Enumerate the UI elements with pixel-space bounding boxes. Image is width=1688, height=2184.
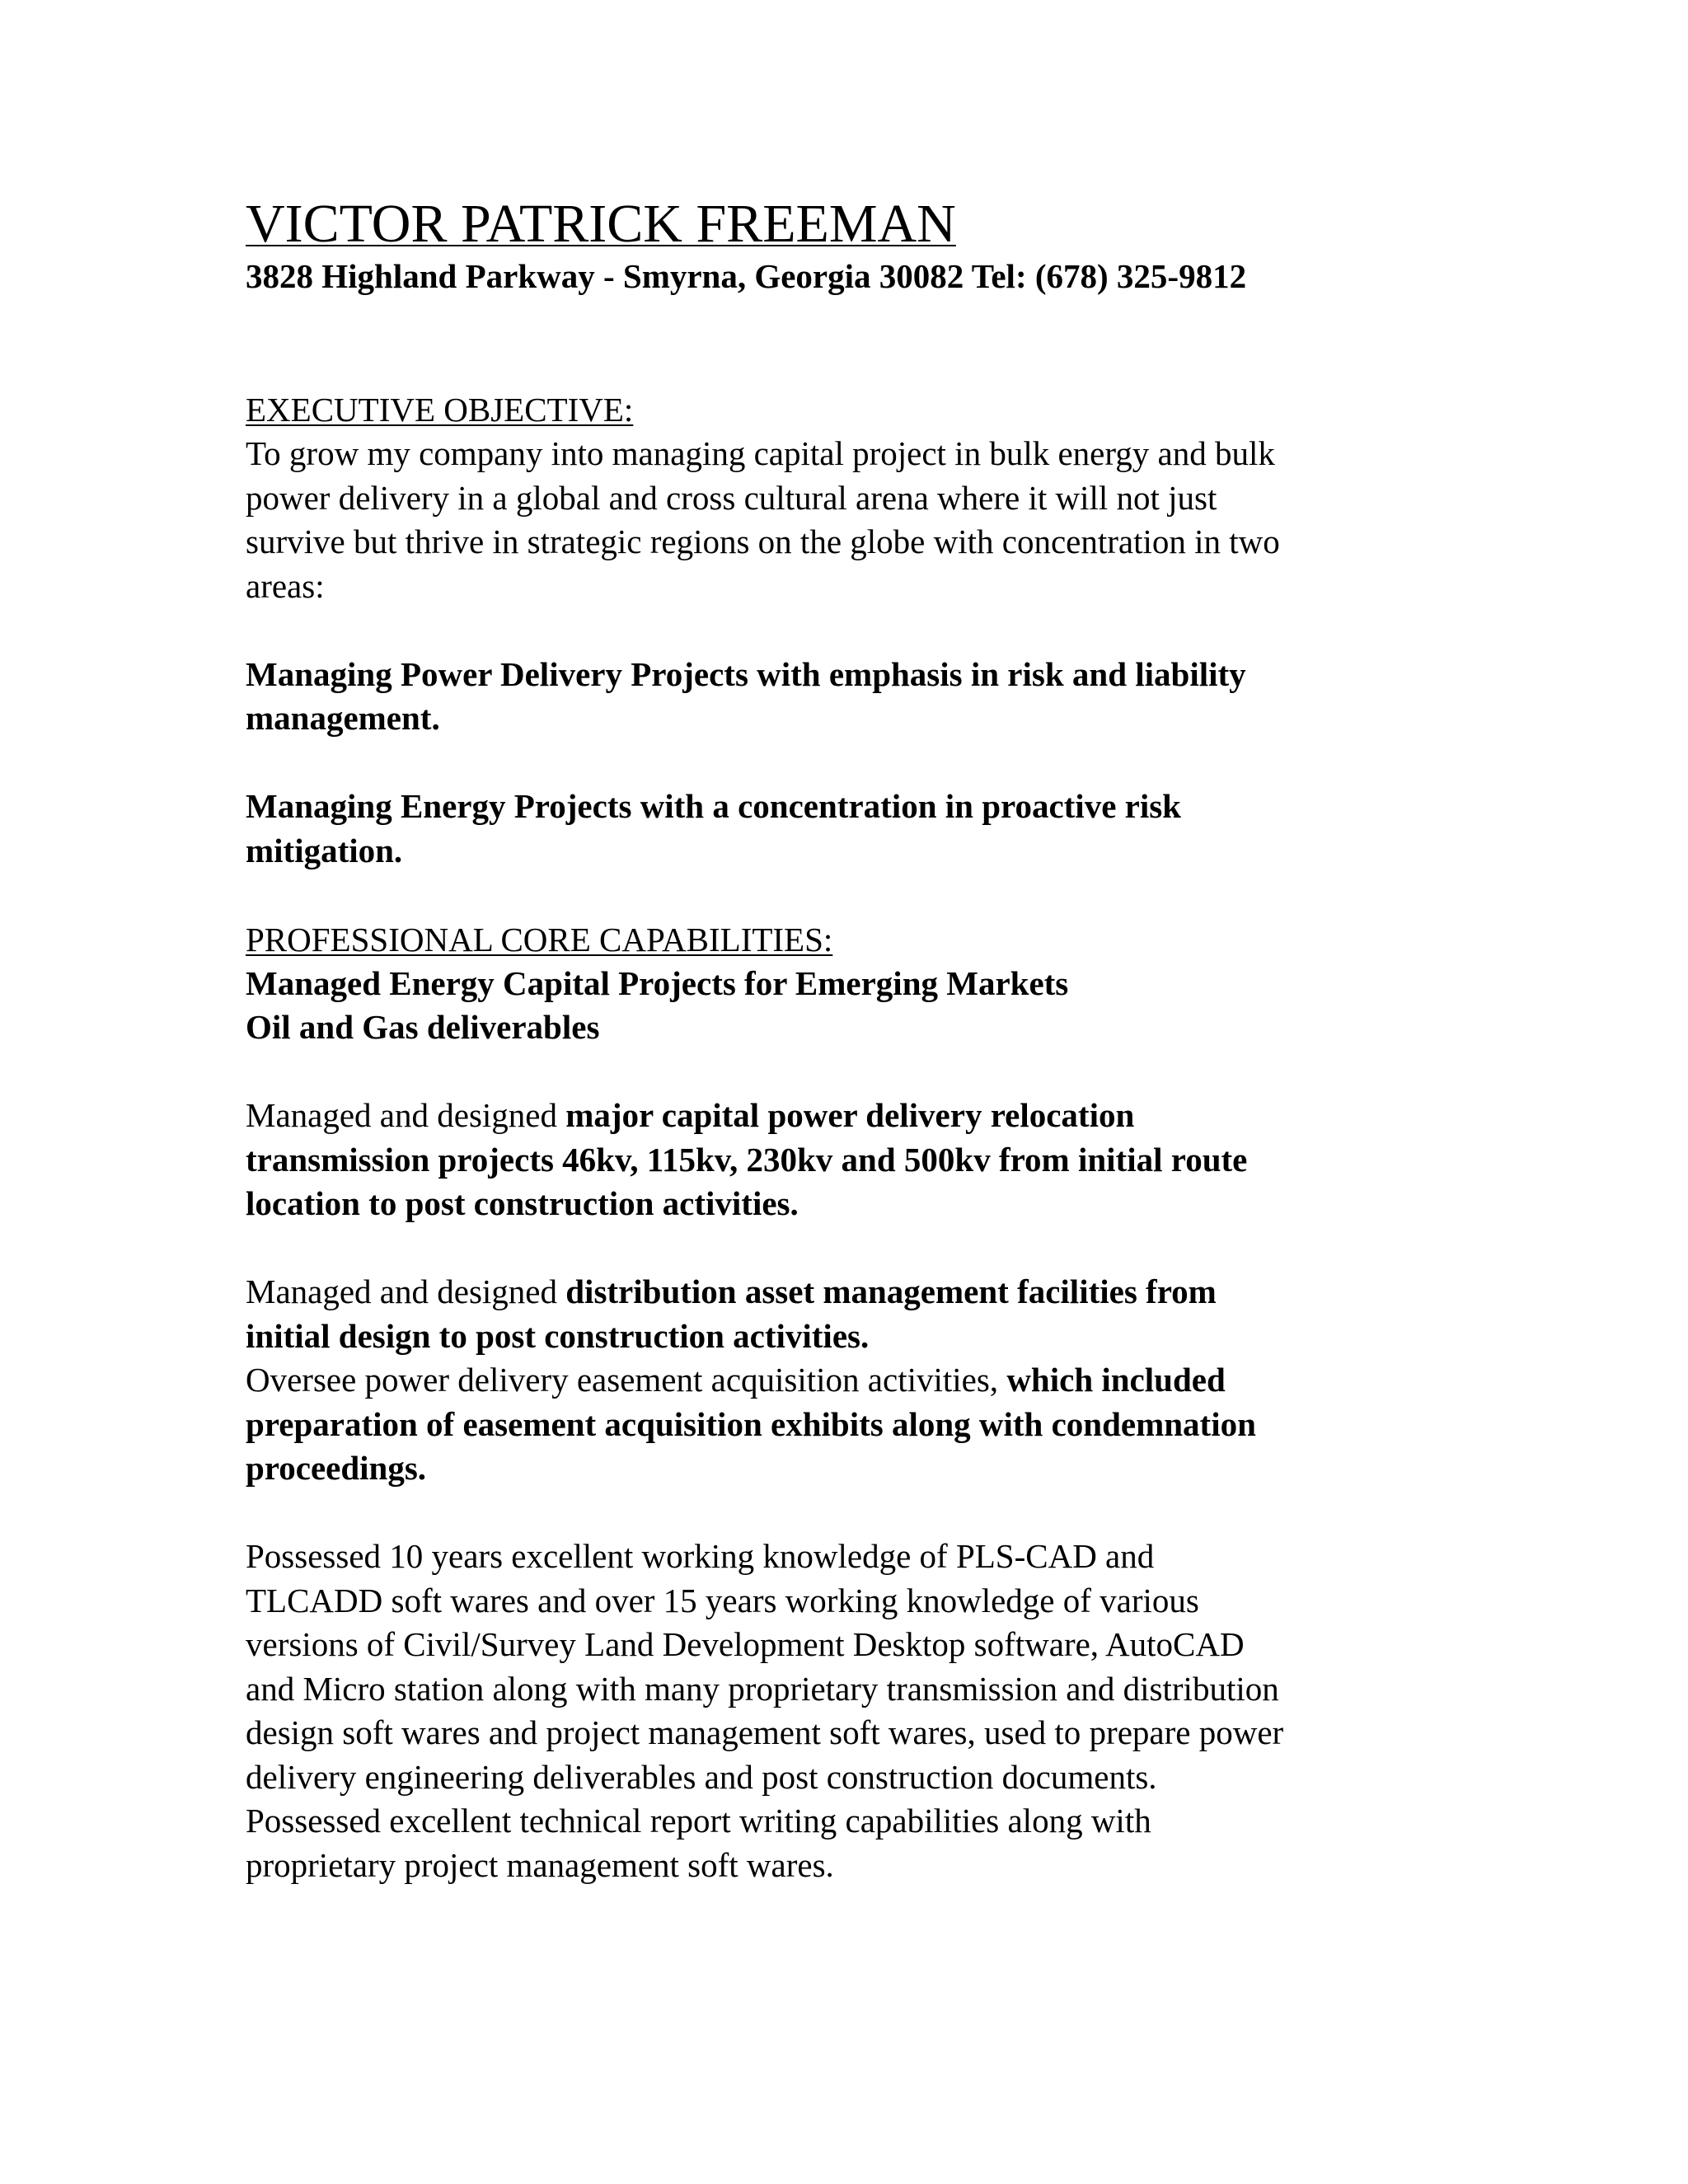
bold-text: preparation of easement acquisition exhibits along with condemnation	[246, 1404, 1256, 1443]
paragraph-line: and Micro station along with many proprietary transmission and distribution	[246, 1669, 1279, 1708]
area-line: mitigation.	[246, 831, 403, 869]
objective-area-energy	[246, 785, 1441, 873]
paragraph-line: delivery engineering deliverables and post construction documents.	[246, 1757, 1157, 1796]
paragraph-line: TLCADD soft wares and over 15 years working knowledge of various	[246, 1581, 1199, 1619]
paragraph-line	[246, 1358, 1441, 1403]
paragraph-line	[246, 1270, 1441, 1315]
capabilities-subheads	[246, 962, 1441, 1050]
objective-line: power delivery in a global and cross cultural arena where it will not just	[246, 478, 1217, 517]
objective-heading: EXECUTIVE OBJECTIVE:	[246, 391, 634, 429]
objective-paragraph	[246, 432, 1441, 608]
objective-line: survive but thrive in strategic regions on the globe with concentration in two	[246, 523, 1280, 560]
objective-area-power-delivery	[246, 653, 1441, 741]
area-line: management.	[246, 699, 440, 737]
paragraph-line: design soft wares and project management soft wares, used to prepare power	[246, 1713, 1284, 1751]
regular-text: Managed and designed	[246, 1096, 566, 1134]
paragraph-line: Possessed 10 years excellent working knowledge of PLS-CAD and	[246, 1537, 1155, 1575]
capability-subhead: Managed Energy Capital Projects for Emerging Markets	[246, 963, 1069, 1002]
bold-text: proceedings.	[246, 1449, 427, 1487]
capability-distribution-paragraph	[246, 1270, 1441, 1491]
paragraph-line	[246, 1094, 1441, 1138]
contact-address: 3828 Highland Parkway - Smyrna, Georgia 30082 Tel: (678) 325-9812	[246, 257, 1247, 295]
regular-text: Managed and designed	[246, 1272, 566, 1310]
bold-text: transmission projects 46kv, 115kv, 230kv and 500kv from initial route	[246, 1140, 1248, 1179]
candidate-name: VICTOR PATRICK FREEMAN	[246, 194, 956, 254]
bold-text: which included	[1006, 1361, 1226, 1399]
regular-text: Oversee power delivery easement acquisition activities,	[246, 1361, 1007, 1399]
bold-text: location to post construction activities.	[246, 1184, 799, 1222]
area-line: Managing Energy Projects with a concentration in proactive risk	[246, 787, 1181, 825]
bold-text: initial design to post construction activities.	[246, 1316, 870, 1355]
capability-subhead: Oil and Gas deliverables	[246, 1008, 600, 1046]
area-line: Managing Power Delivery Projects with emphasis in risk and liability	[246, 654, 1246, 693]
objective-line: areas:	[246, 566, 325, 605]
bold-text: distribution asset management facilities from	[565, 1272, 1217, 1310]
capability-transmission-paragraph	[246, 1094, 1441, 1226]
objective-line: To grow my company into managing capital project in bulk energy and bulk	[246, 434, 1275, 472]
bold-text: major capital power delivery relocation	[565, 1096, 1135, 1134]
paragraph-line: versions of Civil/Survey Land Development Desktop software, AutoCAD	[246, 1625, 1245, 1663]
resume-content	[246, 194, 1441, 1887]
capabilities-heading: PROFESSIONAL CORE CAPABILITIES:	[246, 920, 833, 958]
paragraph-line: Possessed excellent technical report writing capabilities along with	[246, 1802, 1151, 1840]
paragraph-line: proprietary project management soft wares.	[246, 1845, 834, 1884]
capability-software-paragraph	[246, 1535, 1441, 1887]
